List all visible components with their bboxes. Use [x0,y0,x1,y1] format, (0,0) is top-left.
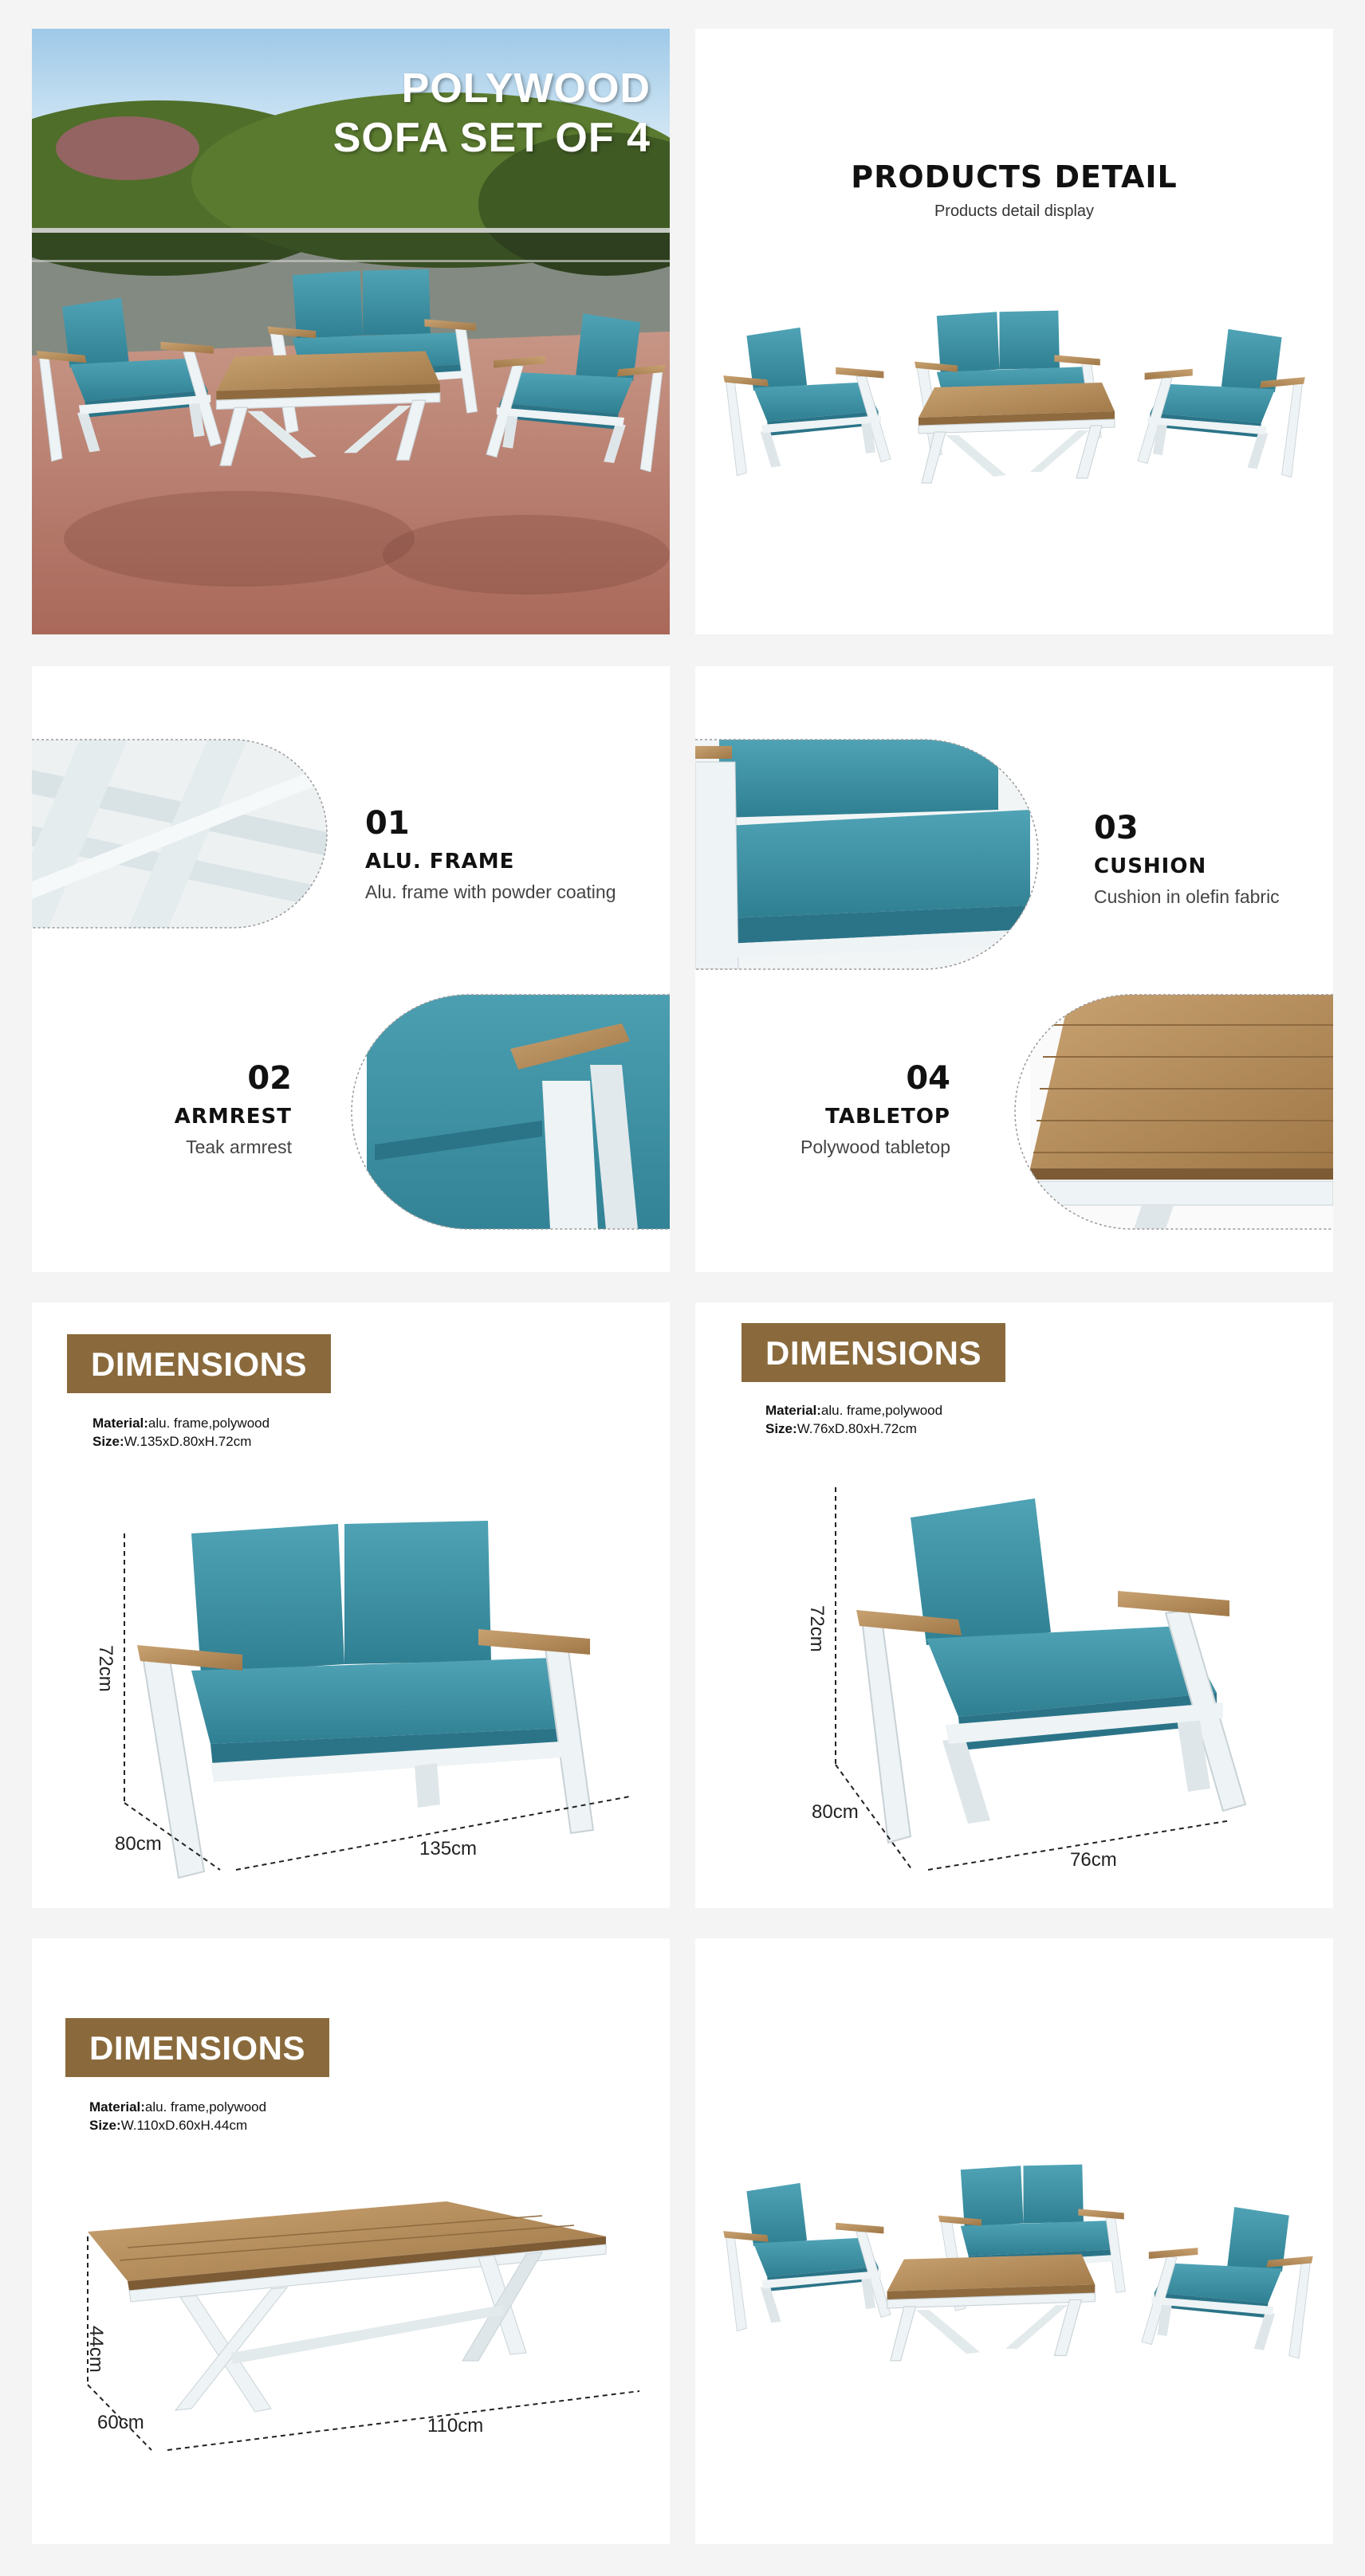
depth-label: 80cm [812,1801,859,1823]
features-panel-left [32,666,670,1272]
width-label: 110cm [427,2415,484,2437]
set-overview-image [695,1938,1333,2544]
hero-title-line2: SOFA SET OF 4 [332,115,651,161]
feature-03-name: CUSHION [1094,854,1207,878]
features-panel-right [695,666,1333,1272]
feature-03-number: 03 [1094,810,1139,846]
armrest-closeup-image [367,995,670,1234]
feature-03-desc: Cushion in olefin fabric [1094,886,1280,907]
set-illustration [695,29,1333,634]
loveseat-dimensions-panel [32,1302,670,1908]
height-label: 72cm [95,1645,116,1692]
feature-images-right [695,666,1333,1272]
feature-02 [175,1060,292,1158]
feature-01-name: ALU. FRAME [365,850,515,874]
width-label: 135cm [419,1838,478,1859]
dimensions-badge: DIMENSIONS [67,1334,331,1393]
size-value: W.110xD.60xH.44cm [120,2118,248,2133]
material-label: Material: [92,1416,148,1431]
products-detail-title: PRODUCTS DETAIL [851,159,1178,194]
size-value: W.76xD.80xH.72cm [797,1421,917,1436]
height-label: 72cm [806,1605,828,1652]
hero-title [333,64,651,163]
material-value: alu. frame,polywood [144,2099,267,2115]
depth-label: 80cm [115,1833,162,1855]
loveseat-image [32,1302,670,1908]
hero-panel [32,29,670,634]
size-value: W.135xD.80xH.72cm [124,1434,252,1449]
width-label: 76cm [1070,1849,1117,1871]
size-label: Size: [89,2118,121,2133]
material-value: alu. frame,polywood [820,1403,943,1418]
frame-closeup-image [32,740,335,931]
height-label: 44cm [85,2326,107,2373]
feature-03 [1094,810,1280,908]
armchair-image [695,1302,1333,1908]
material-value: alu. frame,polywood [148,1416,270,1431]
tabletop-closeup-image [1030,995,1333,1234]
dimensions-badge: DIMENSIONS [65,2018,329,2077]
feature-01-desc: Alu. frame with powder coating [365,882,616,902]
feature-04 [801,1060,950,1158]
hero-title-line1: POLYWOOD [401,65,651,112]
products-detail-subtitle: Products detail display [934,202,1095,220]
material-label: Material: [765,1403,821,1418]
feature-02-name: ARMREST [174,1105,292,1129]
feature-04-name: TABLETOP [825,1105,950,1129]
size-label: Size: [92,1434,124,1449]
products-detail-panel [695,29,1333,634]
feature-04-desc: Polywood tabletop [801,1137,950,1157]
table-image [32,1938,670,2544]
table-dimensions-panel [32,1938,670,2544]
feature-01-number: 01 [365,805,410,842]
feature-images-left [32,666,670,1272]
armchair-dimensions-panel [695,1302,1333,1908]
depth-label: 60cm [97,2412,144,2433]
feature-02-number: 02 [247,1060,292,1097]
dimensions-badge: DIMENSIONS [742,1323,1005,1382]
feature-04-number: 04 [906,1060,950,1097]
material-label: Material: [89,2099,145,2115]
size-label: Size: [765,1421,797,1436]
feature-02-desc: Teak armrest [186,1137,292,1157]
feature-01 [365,805,616,903]
set-overview-panel [695,1938,1333,2544]
cushion-closeup-image [695,738,1030,979]
